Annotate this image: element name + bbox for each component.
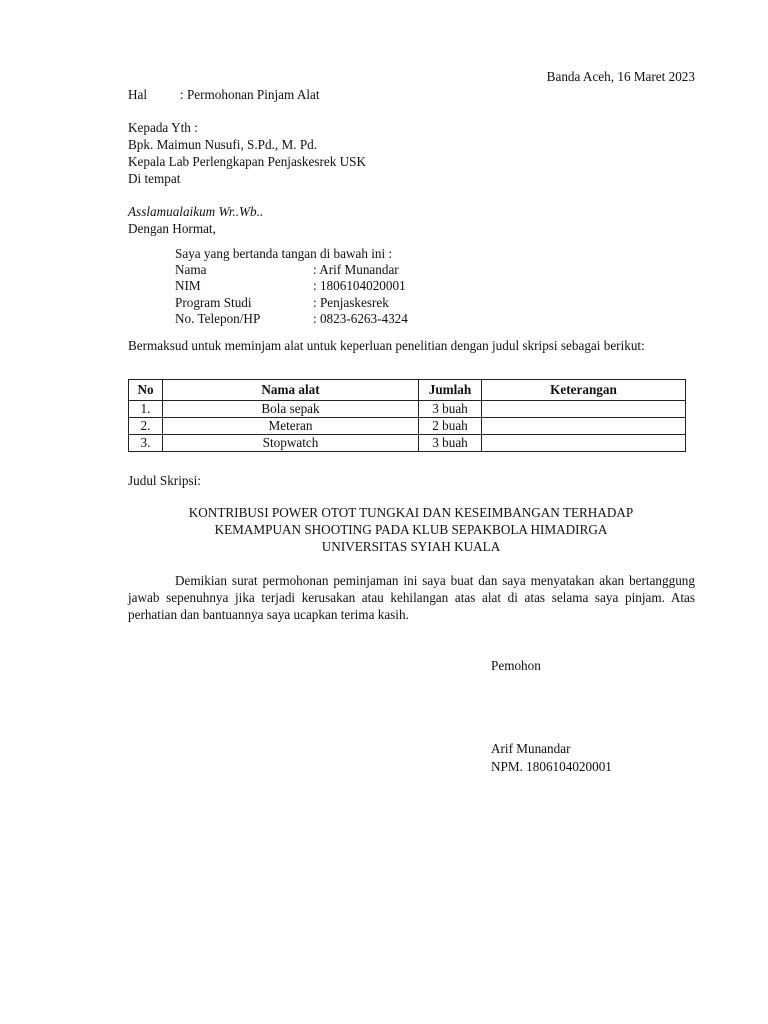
header-item-name: Nama alat: [163, 380, 419, 401]
cell-item-name: Meteran: [163, 418, 419, 435]
letter-date: Banda Aceh, 16 Maret 2023: [546, 69, 695, 84]
closing-paragraph: Demikian surat permohonan peminjaman ini saya buat dan saya menyatakan akan bertanggung jawab sepenuhnya jika terjadi kerusakan atau kehilangan atas alat di atas selama saya pinjam. Atas perhatian dan bantuannya saya ucapkan terima kasih.: [128, 573, 695, 622]
applicant-key: NIM: [175, 278, 201, 294]
cell-quantity: 2 buah: [419, 418, 482, 435]
intro-text: Saya yang bertanda tangan di bawah ini :: [175, 246, 393, 261]
applicant-value: : Penjaskesrek: [313, 294, 389, 310]
thesis-title: [128, 504, 694, 555]
applicant-key: No. Telepon/HP: [175, 310, 261, 326]
thesis-title-line: UNIVERSITAS SYIAH KUALA: [321, 539, 501, 554]
cell-no: 1.: [129, 401, 163, 418]
purpose-text: Bermaksud untuk meminjam alat untuk keperluan penelitian dengan judul skripsi sebagai berikut:: [128, 338, 645, 353]
applicant-row: [175, 311, 408, 327]
cell-no: 2.: [129, 418, 163, 435]
recipient-block: [128, 119, 366, 187]
recipient-name: Bpk. Maimun Nusufi, S.Pd., M. Pd.: [128, 137, 318, 152]
applicant-info: [175, 262, 408, 327]
cell-quantity: 3 buah: [419, 435, 482, 452]
table-row: [129, 418, 686, 435]
signature-role: Pemohon: [491, 658, 541, 673]
applicant-value: : 0823-6263-4324: [313, 310, 408, 326]
table-header-row: [129, 380, 686, 401]
cell-item-name: Stopwatch: [163, 435, 419, 452]
header-no: No: [129, 380, 163, 401]
salutation-block: [128, 203, 263, 237]
equipment-table: [128, 379, 686, 452]
signature-npm: NPM. 1806104020001: [491, 759, 612, 774]
recipient-greeting: Kepada Yth :: [128, 120, 198, 135]
applicant-row: [175, 262, 408, 278]
recipient-title: Kepala Lab Perlengkapan Penjaskesrek USK: [128, 154, 367, 169]
thesis-title-line: KEMAMPUAN SHOOTING PADA KLUB SEPAKBOLA HIMADIRGA: [214, 522, 608, 537]
thesis-label: Judul Skripsi:: [128, 473, 201, 488]
recipient-place: Di tempat: [128, 171, 181, 186]
cell-notes: [482, 418, 686, 435]
subject-value: : Permohonan Pinjam Alat: [180, 87, 320, 102]
applicant-row: [175, 278, 408, 294]
table-row: [129, 435, 686, 452]
salutation: Asslamualaikum Wr..Wb..: [128, 204, 264, 219]
cell-no: 3.: [129, 435, 163, 452]
applicant-row: [175, 295, 408, 311]
applicant-key: Program Studi: [175, 294, 252, 310]
applicant-key: Nama: [175, 262, 207, 277]
cell-notes: [482, 401, 686, 418]
cell-notes: [482, 435, 686, 452]
subject-label: Hal: [128, 87, 148, 102]
signature-name: Arif Munandar: [491, 741, 571, 756]
table-row: [129, 401, 686, 418]
cell-item-name: Bola sepak: [163, 401, 419, 418]
applicant-value: : 1806104020001: [313, 278, 406, 294]
cell-quantity: 3 buah: [419, 401, 482, 418]
header-notes: Keterangan: [482, 380, 686, 401]
thesis-title-line: KONTRIBUSI POWER OTOT TUNGKAI DAN KESEIMBANGAN TERHADAP: [188, 505, 634, 520]
opening: Dengan Hormat,: [128, 221, 216, 236]
applicant-value: : Arif Munandar: [313, 262, 399, 277]
header-quantity: Jumlah: [419, 380, 482, 401]
